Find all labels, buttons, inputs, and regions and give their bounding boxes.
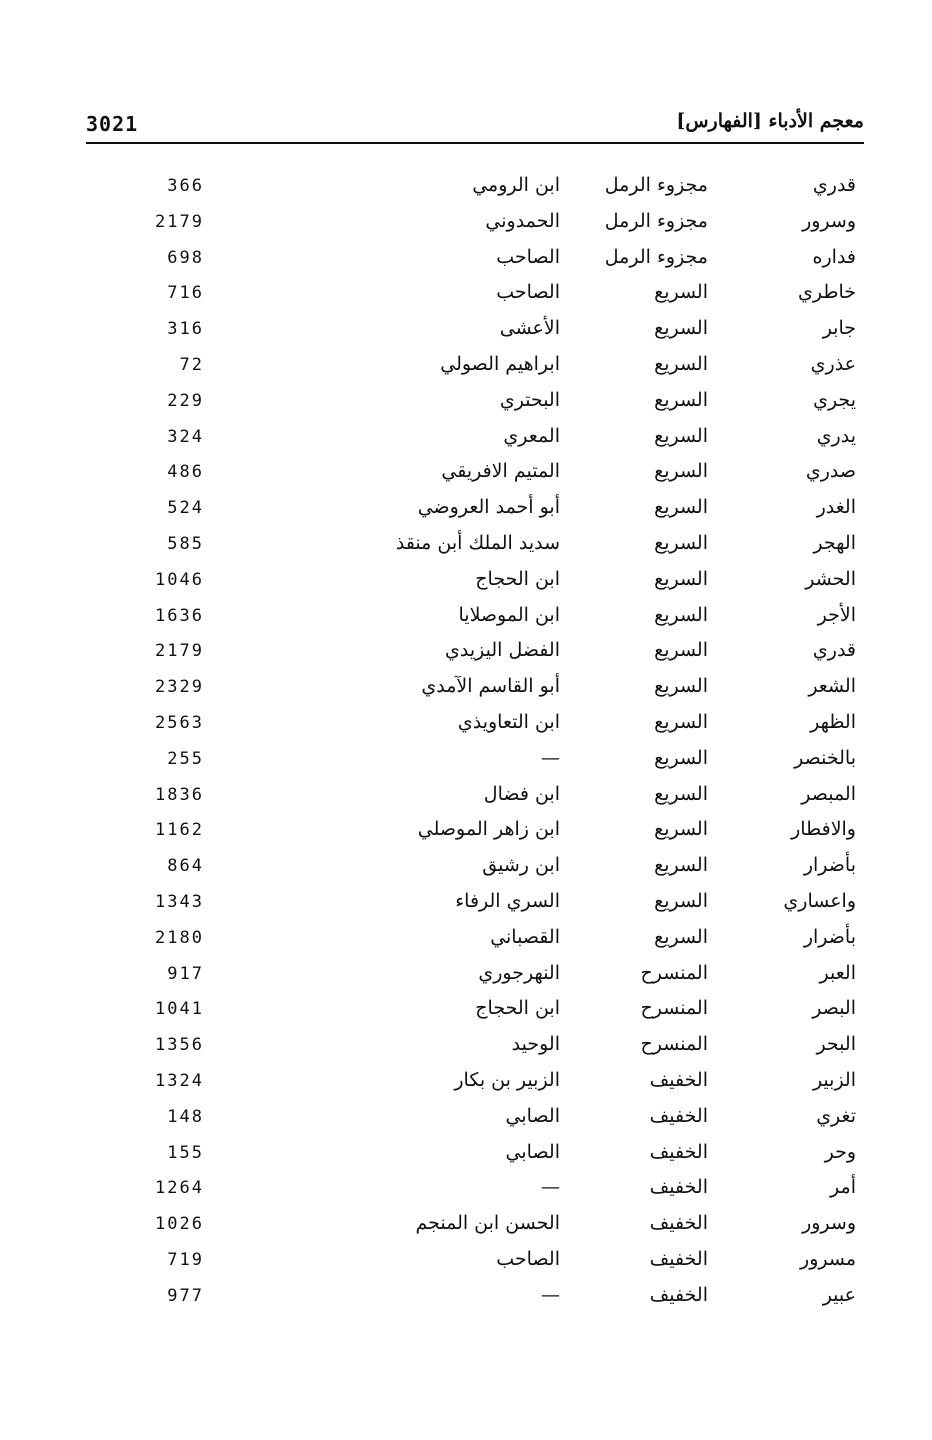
page-ref-cell: 1343 — [155, 891, 204, 912]
rhyme-cell: بأضرار — [803, 925, 856, 948]
page-ref-cell: 324 — [167, 426, 204, 447]
page-ref-cell: 2563 — [155, 712, 204, 733]
poet-cell: الصاحب — [496, 281, 560, 304]
rhyme-cell: عذري — [810, 352, 856, 375]
rhyme-cell: وسرور — [802, 1212, 856, 1235]
poet-cell: ابن الحجاج — [475, 567, 560, 590]
rhyme-cell: واعساري — [783, 889, 856, 912]
rhyme-cell: تغري — [816, 1104, 856, 1127]
meter-cell: السريع — [654, 424, 708, 447]
table-row — [0, 244, 932, 280]
table-row — [0, 458, 932, 494]
rhyme-cell: يجري — [813, 388, 856, 411]
poet-cell: المتيم الافريقي — [441, 460, 560, 483]
rhyme-cell: خاطري — [797, 281, 856, 304]
rhyme-cell: وحر — [824, 1140, 856, 1163]
table-row — [0, 960, 932, 996]
poet-cell: ابن الحجاج — [475, 997, 560, 1020]
table-row — [0, 745, 932, 781]
page-ref-cell: 486 — [167, 462, 204, 483]
rhyme-cell: بالخنصر — [794, 746, 856, 769]
meter-cell: السريع — [654, 925, 708, 948]
page-ref-cell: 1026 — [155, 1214, 204, 1235]
meter-cell: السريع — [654, 603, 708, 626]
meter-cell: السريع — [654, 675, 708, 698]
table-row — [0, 1282, 932, 1318]
page-ref-cell: 2329 — [155, 677, 204, 698]
poet-cell: البحتري — [499, 388, 560, 411]
table-row — [0, 852, 932, 888]
page-ref-cell: 719 — [167, 1249, 204, 1270]
table-row — [0, 924, 932, 960]
poet-cell: أبو القاسم الآمدي — [421, 675, 560, 698]
table-row — [0, 351, 932, 387]
poet-cell: ابن زاهر الموصلي — [417, 818, 560, 841]
rhyme-cell: أمر — [830, 1176, 856, 1199]
page-ref-cell: 316 — [167, 319, 204, 340]
meter-cell: السريع — [654, 818, 708, 841]
page-header — [86, 108, 864, 144]
table-row — [0, 1210, 932, 1246]
index-table — [0, 172, 932, 1318]
meter-cell: السريع — [654, 710, 708, 733]
table-row — [0, 781, 932, 817]
poet-cell: الوحيد — [511, 1033, 560, 1056]
meter-cell: الخفيف — [649, 1283, 708, 1306]
rhyme-cell: قدري — [812, 174, 856, 196]
poet-cell: الأعشى — [499, 317, 560, 340]
meter-cell: السريع — [654, 531, 708, 554]
page-ref-cell: 1041 — [155, 999, 204, 1020]
meter-cell: السريع — [654, 460, 708, 483]
poet-cell: المعري — [503, 424, 560, 447]
rhyme-cell: الأجر — [817, 603, 856, 626]
poet-cell: الزبير بن بكار — [454, 1068, 560, 1091]
running-title: معجم الأدباء [الفهارس] — [676, 110, 864, 132]
rhyme-cell: البحر — [816, 1033, 856, 1056]
page-ref-cell: 1264 — [155, 1178, 204, 1199]
meter-cell: السريع — [654, 889, 708, 912]
rhyme-cell: جابر — [822, 317, 856, 340]
rhyme-cell: المبصر — [801, 782, 856, 805]
meter-cell: المنسرح — [640, 961, 708, 984]
meter-cell: الخفيف — [649, 1104, 708, 1127]
table-row — [0, 494, 932, 530]
page-ref-cell: 864 — [167, 856, 204, 877]
meter-cell: السريع — [654, 496, 708, 519]
table-row — [0, 423, 932, 459]
rhyme-cell: قدري — [812, 639, 856, 662]
meter-cell: السريع — [654, 639, 708, 662]
table-row — [0, 208, 932, 244]
rhyme-cell: صدري — [805, 460, 856, 483]
meter-cell: السريع — [654, 281, 708, 304]
page-ref-cell: 2180 — [155, 927, 204, 948]
page-ref-cell: 698 — [167, 247, 204, 268]
meter-cell: السريع — [654, 746, 708, 769]
meter-cell: الخفيف — [649, 1247, 708, 1270]
meter-cell: السريع — [654, 352, 708, 375]
poet-cell: ابن فضال — [483, 782, 560, 805]
rhyme-cell: يدري — [816, 424, 856, 447]
page-ref-cell: 917 — [167, 963, 204, 984]
poet-cell: الصابي — [505, 1104, 560, 1127]
meter-cell: المنسرح — [640, 997, 708, 1020]
table-row — [0, 637, 932, 673]
page-ref-cell: 585 — [167, 533, 204, 554]
rhyme-cell: والافطار — [791, 818, 856, 841]
page-ref-cell: 255 — [167, 748, 204, 769]
poet-cell: الصاحب — [496, 1247, 560, 1270]
poet-cell: النهرجوري — [478, 961, 560, 984]
table-row — [0, 530, 932, 566]
table-row — [0, 279, 932, 315]
poet-cell: سديد الملك أبن منقذ — [395, 531, 560, 554]
rhyme-cell: مسرور — [800, 1247, 856, 1270]
poet-cell: الحسن ابن المنجم — [415, 1212, 560, 1235]
rhyme-cell: الهجر — [813, 531, 856, 554]
page-ref-cell: 716 — [167, 283, 204, 304]
table-row — [0, 1103, 932, 1139]
rhyme-cell: الزبير — [812, 1068, 856, 1091]
table-row — [0, 172, 932, 208]
page-ref-cell: 155 — [167, 1142, 204, 1163]
table-row — [0, 995, 932, 1031]
rhyme-cell: البصر — [812, 997, 856, 1020]
page-ref-cell: 366 — [167, 176, 204, 196]
page-ref-cell: 229 — [167, 390, 204, 411]
rhyme-cell: العبر — [819, 961, 856, 984]
poet-cell: ابن الموصلايا — [458, 603, 560, 626]
meter-cell: السريع — [654, 567, 708, 590]
page-ref-cell: 524 — [167, 498, 204, 519]
meter-cell: السريع — [654, 317, 708, 340]
meter-cell: الخفيف — [649, 1176, 708, 1199]
page-number: 3021 — [86, 112, 139, 136]
poet-cell: ابن الرومي — [472, 174, 560, 196]
poet-cell: السري الرفاء — [455, 889, 560, 912]
table-row — [0, 709, 932, 745]
rhyme-cell: الحشر — [805, 567, 856, 590]
meter-cell: السريع — [654, 782, 708, 805]
poet-cell: الفضل اليزيدي — [444, 639, 560, 662]
poet-cell: — — [541, 1176, 560, 1199]
poet-cell: — — [541, 1283, 560, 1306]
rhyme-cell: فداره — [812, 245, 856, 268]
table-row — [0, 1067, 932, 1103]
poet-cell: ابن رشيق — [482, 854, 560, 877]
table-row — [0, 566, 932, 602]
page-ref-cell: 1324 — [155, 1070, 204, 1091]
table-row — [0, 673, 932, 709]
poet-cell: الحمدوني — [485, 209, 560, 232]
meter-cell: مجزوء الرمل — [604, 174, 708, 196]
meter-cell: مجزوء الرمل — [604, 209, 708, 232]
table-row — [0, 1246, 932, 1282]
page-ref-cell: 1836 — [155, 784, 204, 805]
page-ref-cell: 72 — [179, 354, 204, 375]
table-row — [0, 315, 932, 351]
page-ref-cell: 148 — [167, 1106, 204, 1127]
page-ref-cell: 2179 — [155, 641, 204, 662]
table-row — [0, 1174, 932, 1210]
table-row — [0, 1139, 932, 1175]
page-ref-cell: 1162 — [155, 820, 204, 841]
poet-cell: الصابي — [505, 1140, 560, 1163]
meter-cell: السريع — [654, 854, 708, 877]
table-row — [0, 602, 932, 638]
page-ref-cell: 977 — [167, 1285, 204, 1306]
table-row — [0, 816, 932, 852]
meter-cell: مجزوء الرمل — [604, 245, 708, 268]
rhyme-cell: الشعر — [808, 675, 856, 698]
page-ref-cell: 2179 — [155, 211, 204, 232]
rhyme-cell: عبير — [822, 1283, 856, 1306]
rhyme-cell: بأضرار — [803, 854, 856, 877]
poet-cell: أبو أحمد العروضي — [417, 496, 560, 519]
rhyme-cell: وسرور — [802, 209, 856, 232]
rhyme-cell: الظهر — [810, 710, 856, 733]
page-ref-cell: 1636 — [155, 605, 204, 626]
meter-cell: الخفيف — [649, 1212, 708, 1235]
table-row — [0, 387, 932, 423]
poet-cell: ابراهيم الصولي — [440, 352, 560, 375]
poet-cell: — — [541, 746, 560, 769]
page-ref-cell: 1046 — [155, 569, 204, 590]
meter-cell: السريع — [654, 388, 708, 411]
meter-cell: الخفيف — [649, 1068, 708, 1091]
poet-cell: القصباني — [490, 925, 560, 948]
poet-cell: الصاحب — [496, 245, 560, 268]
rhyme-cell: الغدر — [816, 496, 856, 519]
meter-cell: الخفيف — [649, 1140, 708, 1163]
page-ref-cell: 1356 — [155, 1035, 204, 1056]
table-row — [0, 1031, 932, 1067]
table-row — [0, 888, 932, 924]
meter-cell: المنسرح — [640, 1033, 708, 1056]
poet-cell: ابن التعاويذي — [457, 710, 560, 733]
